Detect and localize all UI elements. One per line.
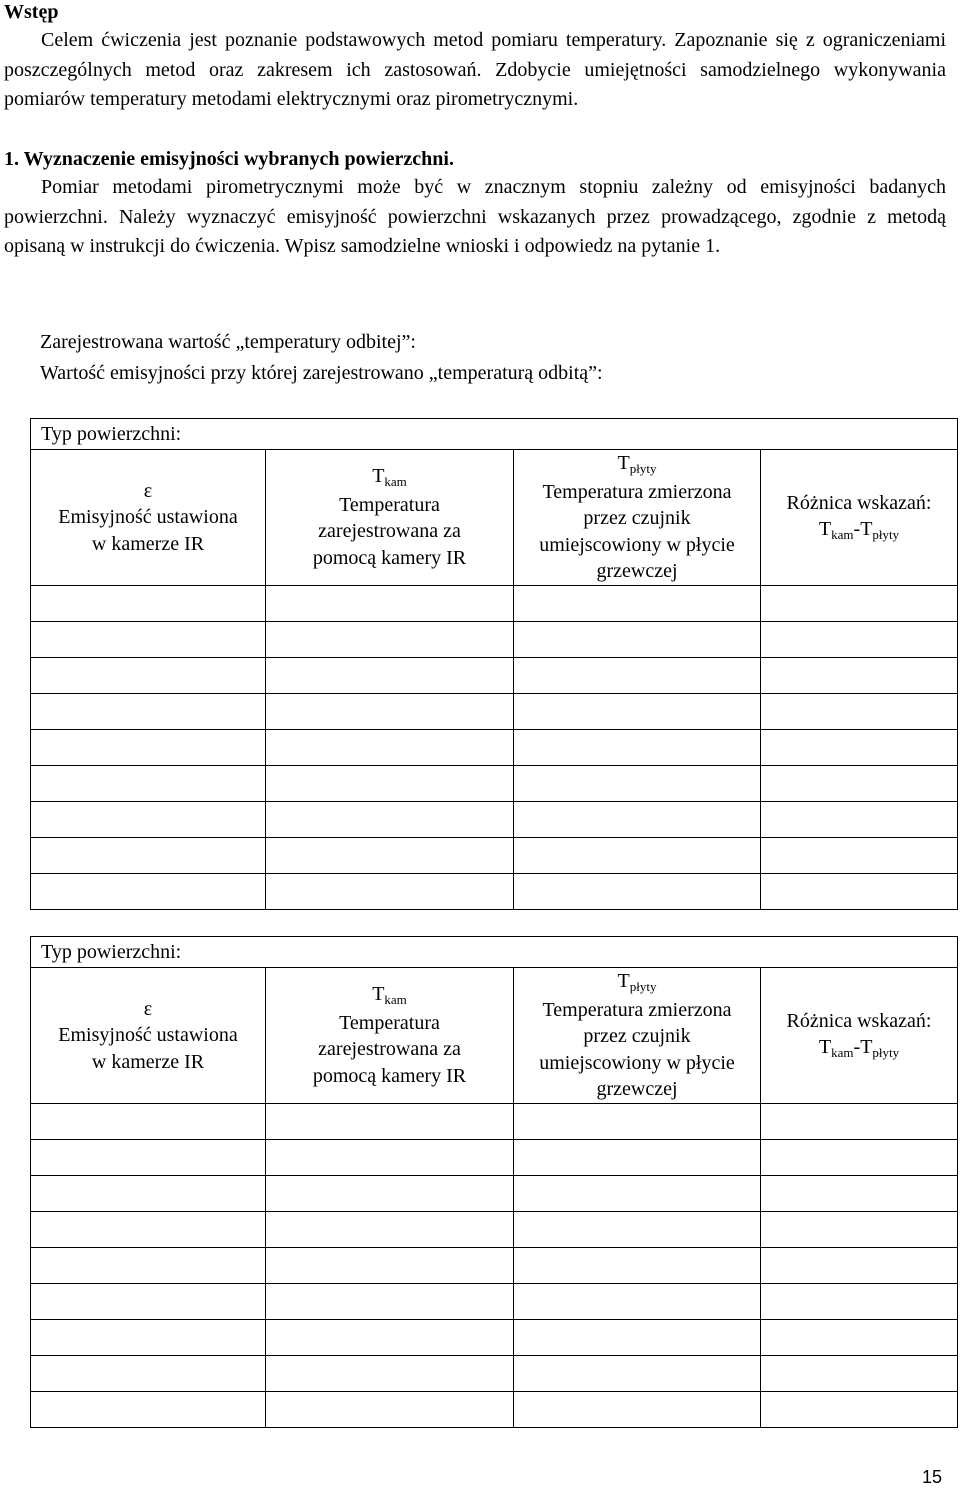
table-cell[interactable] xyxy=(266,873,514,909)
table-row xyxy=(31,1391,958,1427)
table-cell[interactable] xyxy=(761,1247,958,1283)
table-cell[interactable] xyxy=(514,873,761,909)
emissivity-column-header: ε Emisyjność ustawiona w kamerze IR xyxy=(31,968,266,1104)
table-cell[interactable] xyxy=(31,873,266,909)
table-cell[interactable] xyxy=(31,1211,266,1247)
table-row xyxy=(31,585,958,621)
intro-heading: Wstęp xyxy=(4,1,59,23)
emissivity-setting-line: Wartość emisyjności przy której zarejestrowano „temperaturą odbitą”: xyxy=(40,362,603,384)
table-cell[interactable] xyxy=(266,1355,514,1391)
table-cell[interactable] xyxy=(31,1355,266,1391)
section-1-paragraph: Pomiar metodami pirometrycznymi może być w znacznym stopniu zależny od emisyjności badanych powierzchni. Należy wyznaczyć emisyjność powierzchni wskazanych przez prowadzącego, zgodnie z metodą opisaną w instrukcji do ćwiczenia. Wpisz samodzielne wnioski i odpowiedz na pytanie 1. xyxy=(4,176,946,257)
table-cell[interactable] xyxy=(31,1247,266,1283)
page-number: 15 xyxy=(921,1467,942,1487)
table-cell[interactable] xyxy=(761,657,958,693)
table-row xyxy=(31,1103,958,1139)
table-row xyxy=(31,1247,958,1283)
table-row xyxy=(31,1355,958,1391)
table-cell[interactable] xyxy=(266,693,514,729)
camera-temperature-column-header: $T_{kam}$ Temperatura zarejestrowana za pomocą kamery IR xyxy=(266,450,514,586)
table-cell[interactable] xyxy=(31,1391,266,1427)
table-cell[interactable] xyxy=(761,693,958,729)
table-cell[interactable] xyxy=(761,1355,958,1391)
table-cell[interactable] xyxy=(31,621,266,657)
table-cell[interactable] xyxy=(761,621,958,657)
table-cell[interactable] xyxy=(266,1283,514,1319)
table-cell[interactable] xyxy=(761,585,958,621)
table-cell[interactable] xyxy=(514,1319,761,1355)
table-cell[interactable] xyxy=(31,765,266,801)
table-row xyxy=(31,1211,958,1247)
table-row xyxy=(31,1283,958,1319)
table-cell[interactable] xyxy=(266,837,514,873)
table-cell[interactable] xyxy=(31,657,266,693)
surface-type-label: Typ powierzchni: xyxy=(31,937,958,968)
table-cell[interactable] xyxy=(514,1391,761,1427)
emissivity-column-header: ε Emisyjność ustawiona w kamerze IR xyxy=(31,450,266,586)
table-cell[interactable] xyxy=(514,801,761,837)
table-cell[interactable] xyxy=(761,801,958,837)
table-cell[interactable] xyxy=(266,585,514,621)
measurement-table-2 xyxy=(30,936,958,1428)
table-row xyxy=(31,837,958,873)
table-cell[interactable] xyxy=(266,1319,514,1355)
table-cell[interactable] xyxy=(514,837,761,873)
table-cell[interactable] xyxy=(761,1211,958,1247)
table-cell[interactable] xyxy=(514,1247,761,1283)
measurement-table-1 xyxy=(30,418,958,910)
table-cell[interactable] xyxy=(31,837,266,873)
table-cell[interactable] xyxy=(761,1283,958,1319)
table-cell[interactable] xyxy=(514,657,761,693)
table-row xyxy=(31,873,958,909)
difference-column-header: Różnica wskazań: $T_{kam}-T_{płyty}$ xyxy=(761,968,958,1104)
table-cell[interactable] xyxy=(514,765,761,801)
table-cell[interactable] xyxy=(761,1391,958,1427)
table-row xyxy=(31,621,958,657)
table-cell[interactable] xyxy=(514,1283,761,1319)
table-row xyxy=(31,657,958,693)
plate-temperature-column-header: $T_{płyty}$ Temperatura zmierzona przez czujnik umiejscowiony w płycie grzewczej xyxy=(514,450,761,586)
table-cell[interactable] xyxy=(266,1391,514,1427)
table-row xyxy=(31,1139,958,1175)
table-cell[interactable] xyxy=(266,657,514,693)
table-cell[interactable] xyxy=(514,1355,761,1391)
table-cell[interactable] xyxy=(31,1283,266,1319)
table-cell[interactable] xyxy=(514,693,761,729)
table-cell[interactable] xyxy=(266,801,514,837)
table-cell[interactable] xyxy=(266,1247,514,1283)
intro-paragraph: Celem ćwiczenia jest poznanie podstawowych metod pomiaru temperatury. Zapoznanie się z ograniczeniami poszczególnych metod oraz zakresem ich zastosowań. Zdobycie umiejętności samodzielnego wykonywania pomiarów temperatury metodami elektrycznymi oraz pirometrycznymi. xyxy=(4,29,946,110)
table-cell[interactable] xyxy=(31,729,266,765)
camera-temperature-column-header: $T_{kam}$ Temperatura zarejestrowana za pomocą kamery IR xyxy=(266,968,514,1104)
table-cell[interactable] xyxy=(761,1103,958,1139)
table-row xyxy=(31,693,958,729)
table-cell[interactable] xyxy=(761,765,958,801)
plate-temperature-column-header: $T_{płyty}$ Temperatura zmierzona przez czujnik umiejscowiony w płycie grzewczej xyxy=(514,968,761,1104)
table-cell[interactable] xyxy=(266,1175,514,1211)
table-cell[interactable] xyxy=(514,585,761,621)
table-cell[interactable] xyxy=(514,1139,761,1175)
table-cell[interactable] xyxy=(514,1175,761,1211)
section-1-title: 1. Wyznaczenie emisyjności wybranych powierzchni. xyxy=(4,148,454,170)
table-cell[interactable] xyxy=(31,1139,266,1175)
table-cell[interactable] xyxy=(31,801,266,837)
table-cell[interactable] xyxy=(761,1139,958,1175)
table-row xyxy=(31,729,958,765)
table-cell[interactable] xyxy=(266,1211,514,1247)
table-cell[interactable] xyxy=(761,729,958,765)
surface-type-label: Typ powierzchni: xyxy=(31,419,958,450)
table-cell[interactable] xyxy=(514,621,761,657)
table-row xyxy=(31,1319,958,1355)
table-cell[interactable] xyxy=(761,873,958,909)
table-cell[interactable] xyxy=(761,837,958,873)
table-cell[interactable] xyxy=(266,765,514,801)
table-cell[interactable] xyxy=(31,1319,266,1355)
table-cell[interactable] xyxy=(761,1319,958,1355)
reflected-temperature-line: Zarejestrowana wartość „temperatury odbitej”: xyxy=(40,331,416,353)
table-cell[interactable] xyxy=(266,729,514,765)
difference-column-header: Różnica wskazań: $T_{kam}-T_{płyty}$ xyxy=(761,450,958,586)
table-cell[interactable] xyxy=(266,621,514,657)
table-row xyxy=(31,801,958,837)
table-row xyxy=(31,765,958,801)
table-cell[interactable] xyxy=(514,1211,761,1247)
table-cell[interactable] xyxy=(514,1103,761,1139)
table-cell[interactable] xyxy=(266,1139,514,1175)
table-row xyxy=(31,1175,958,1211)
table-cell[interactable] xyxy=(31,1103,266,1139)
table-cell[interactable] xyxy=(761,1175,958,1211)
table-cell[interactable] xyxy=(31,585,266,621)
table-cell[interactable] xyxy=(31,1175,266,1211)
table-cell[interactable] xyxy=(266,1103,514,1139)
table-cell[interactable] xyxy=(514,729,761,765)
table-cell[interactable] xyxy=(31,693,266,729)
